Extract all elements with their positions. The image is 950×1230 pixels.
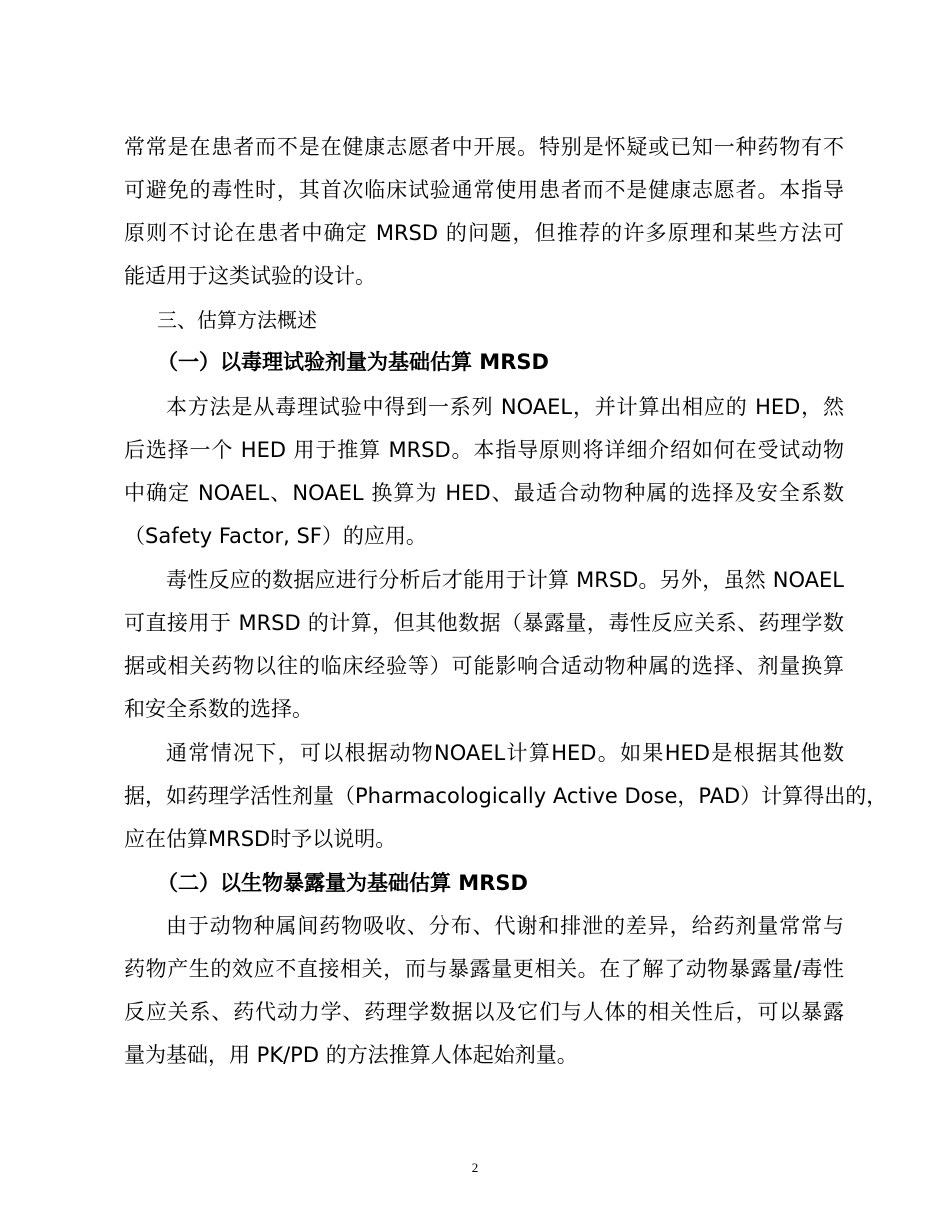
subsection-heading-1: （一）以毒理试验剂量为基础估算 MRSD <box>157 350 549 374</box>
section-heading: 三、估算方法概述 <box>157 308 317 332</box>
paragraph-line: 毒性反应的数据应进行分析后才能用于计算 MRSD。另外，虽然 NOAEL <box>166 568 844 592</box>
paragraph-line: 原则不讨论在患者中确定 MRSD 的问题，但推荐的许多原理和某些方法可 <box>124 221 844 245</box>
paragraph-line: 可避免的毒性时，其首次临床试验通常使用患者而不是健康志愿者。本指导 <box>124 178 844 202</box>
paragraph-line: 应在估算MRSD时予以说明。 <box>124 827 397 851</box>
paragraph-line: （Safety Factor, SF）的应用。 <box>124 524 427 548</box>
paragraph-line: 量为基础，用 PK/PD 的方法推算人体起始剂量。 <box>124 1043 578 1067</box>
paragraph-line: 通常情况下，可以根据动物NOAEL计算HED。如果HED是根据其他数 <box>166 741 844 765</box>
paragraph-line: 据或相关药物以往的临床经验等）可能影响合适动物种属的选择、剂量换算 <box>124 654 844 678</box>
paragraph-line: 由于动物种属间药物吸收、分布、代谢和排泄的差异，给药剂量常常与 <box>166 914 844 938</box>
subsection-heading-2: （二）以生物暴露量为基础估算 MRSD <box>157 871 528 895</box>
paragraph-line: 能适用于这类试验的设计。 <box>124 264 376 288</box>
paragraph-line: 反应关系、药代动力学、药理学数据以及它们与人体的相关性后，可以暴露 <box>124 1000 844 1024</box>
paragraph-line: 后选择一个 HED 用于推算 MRSD。本指导原则将详细介绍如何在受试动物 <box>124 438 844 462</box>
paragraph-line: 中确定 NOAEL、NOAEL 换算为 HED、最适合动物种属的选择及安全系数 <box>124 481 844 505</box>
page-number: 2 <box>471 1160 479 1175</box>
paragraph-line: 本方法是从毒理试验中得到一系列 NOAEL，并计算出相应的 HED，然 <box>166 395 844 419</box>
paragraph-line: 据，如药理学活性剂量（Pharmacologically Active Dose，PAD）计算得出的， <box>124 784 888 808</box>
paragraph-line: 常常是在患者而不是在健康志愿者中开展。特别是怀疑或已知一种药物有不 <box>124 135 844 159</box>
paragraph-line: 和安全系数的选择。 <box>124 697 313 721</box>
paragraph-line: 药物产生的效应不直接相关，而与暴露量更相关。在了解了动物暴露量/毒性 <box>124 957 844 981</box>
paragraph-line: 可直接用于 MRSD 的计算，但其他数据（暴露量，毒性反应关系、药理学数 <box>124 611 844 635</box>
